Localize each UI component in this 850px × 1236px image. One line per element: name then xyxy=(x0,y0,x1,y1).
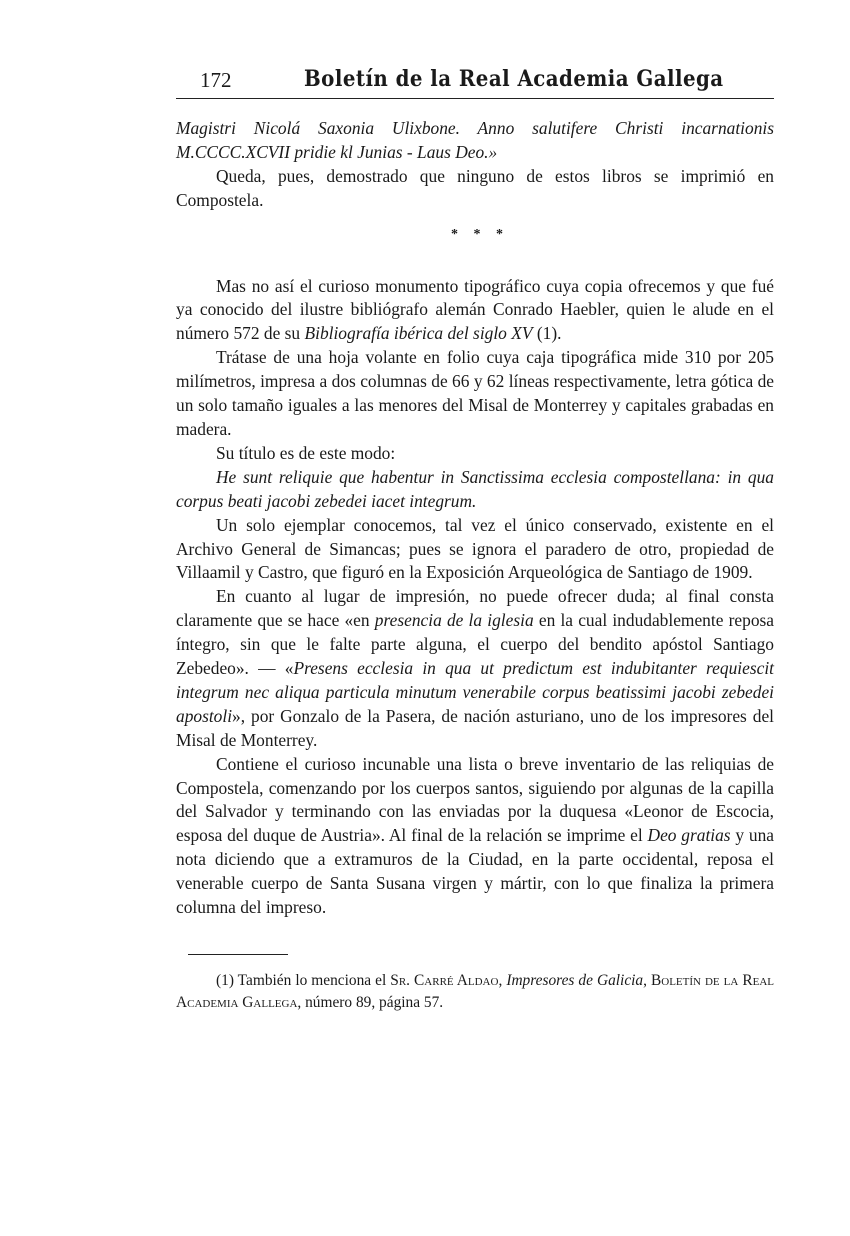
paragraph-place-text-3: », por Gonzalo de la Pasera, de nación asturiano, uno de los impresores del Misal de Monterrey. xyxy=(176,705,774,750)
paragraph-description: Trátase de una hoja volante en folio cuya caja tipográfica mide 310 por 205 milímetros, impresa a dos columnas de 66 y 62 líneas respectivamente, letra gótica de un solo tamaño iguales a las menores del Misal de Monterrey y capitales grabadas en madera. xyxy=(176,347,774,439)
footnote-text-4: , número 89, página 57. xyxy=(297,994,444,1012)
paragraph-title-intro: Su título es de este modo: xyxy=(216,442,396,463)
incunable-title-quote: He sunt reliquie que habentur in Sanctissima ecclesia compostellana: in qua corpus beati jacobi zebedei iacet integrum. xyxy=(176,466,774,511)
quote-presencia: presencia de la iglesia xyxy=(374,610,534,631)
paragraph-contents-text-1: Contiene el curioso incunable una lista o breve inventario de las reliquias de Compostela, comenzando por los cuerpos santos, siguiendo por algunas de la capilla del Salvador y terminando con las enviadas por la duquesa «Leonor de Escocia, esposa del duque de Austria». Al final de la relación se imprime el xyxy=(176,753,774,846)
footnote xyxy=(176,970,774,1014)
paragraph-place-text-1: En cuanto al lugar de impresión, no puede ofrecer duda; al final consta claramente que se hace «en xyxy=(176,586,774,631)
section-asterism: * * * xyxy=(451,226,509,242)
paragraph-place-text-2: en la cual indudablemente reposa íntegro, sin que le falte parte alguna, el cuerpo del bendito apóstol Santiago Zebedeo». — « xyxy=(176,610,774,679)
journal-title: Boletín de la Real Academia Gallega xyxy=(304,66,724,92)
deo-gratias: Deo gratias xyxy=(647,825,731,846)
paragraph-monument-text: Mas no así el curioso monumento tipográfico cuya copia ofrecemos y que fué ya conocido del ilustre bibliógrafo alemán Conrado Haebler, quien le alude en el número 572 de su xyxy=(176,275,774,344)
paragraph-place xyxy=(176,585,774,752)
colophon-quote: Magistri Nicolá Saxonia Ulixbone. Anno salutifere Christi incarnationis M.CCCC.XCVII pridie kl Junias - Laus Deo.» xyxy=(176,118,774,162)
footnote-text-3: , xyxy=(643,972,651,990)
footnote-author: Sr. Carré Aldao xyxy=(390,972,499,990)
footnote-journal: Boletín de la Real Academia Gallega xyxy=(176,972,774,1012)
paragraph-copy: Un solo ejemplar conocemos, tal vez el único conservado, existente en el Archivo General de Simancas; pues se ignora el paradero de otro, propiedad de Villaamil y Castro, que figuró en la Exposición Arqueológica de Santiago de 1909. xyxy=(176,514,774,583)
bibliography-title: Bibliografía ibérica del siglo XV xyxy=(304,323,533,344)
paragraph-contents xyxy=(176,753,774,920)
quote-presens-ecclesia: Presens ecclesia in qua ut predictum est indubitanter requiescit integrum nec aliqua particula minutum venerabile corpus beatissimi jacobi zebedei apostoli xyxy=(176,658,774,726)
paragraph-conclusion: Queda, pues, demostrado que ninguno de estos libros se imprimió en Compostela. xyxy=(176,165,774,210)
paragraph-contents-text-2: y una nota diciendo que a extramuros de la Ciudad, en la parte occidental, reposa el venerable cuerpo de Santa Susana virgen y mártir, con lo que finaliza la primera columna del impreso. xyxy=(176,825,775,918)
body-text xyxy=(176,117,774,920)
footnote-divider xyxy=(188,954,288,955)
footnote-text-2: , xyxy=(498,972,507,990)
footnote-work: Impresores de Galicia xyxy=(506,972,644,990)
page xyxy=(176,62,774,1030)
paragraph-monument xyxy=(176,275,774,347)
footnote-marker: (1) xyxy=(216,972,234,990)
footnote-text-1: También lo menciona el xyxy=(233,972,391,990)
footnote-reference: (1). xyxy=(532,323,562,344)
page-number: 172 xyxy=(200,68,232,92)
running-head xyxy=(176,62,774,99)
